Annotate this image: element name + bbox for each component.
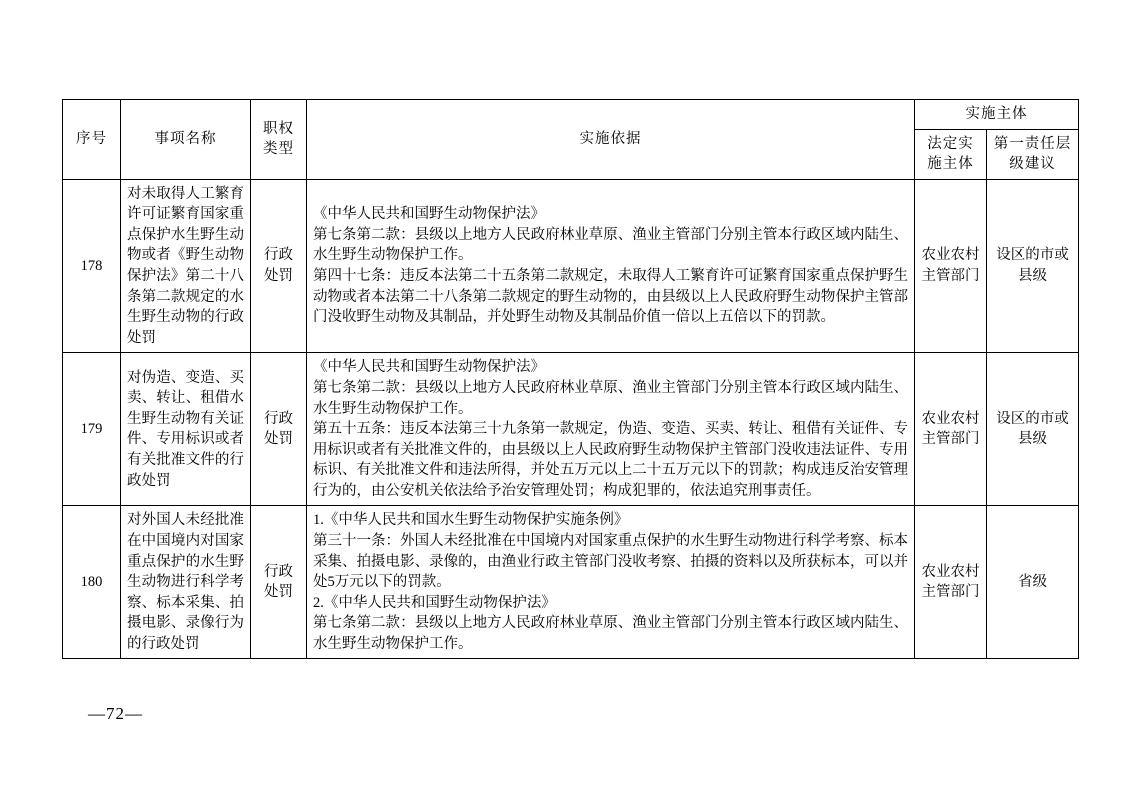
row-item-name: 对伪造、变造、买卖、转让、租借水生野生动物有关证件、专用标识或者有关批准文件的行政处罚 [121, 353, 251, 506]
row-level-advice: 设区的市或县级 [987, 179, 1079, 353]
row-authority-type: 行政处罚 [251, 353, 307, 506]
table-container [62, 99, 1072, 659]
table-header-row-1 [63, 100, 1079, 130]
row-seq: 180 [63, 506, 121, 659]
basis-line: 第七条第二款：县级以上地方人民政府林业草原、渔业主管部门分别主管本行政区域内陆生、水生野生动物保护工作。 [313, 615, 908, 652]
basis-line: 2.《中华人民共和国野生动物保护法》 [313, 594, 556, 611]
table-row [63, 353, 1079, 506]
basis-line: 第四十七条：违反本法第二十五条第二款规定，未取得人工繁育许可证繁育国家重点保护野生动物或者本法第二十八条第二款规定的野生动物的，由县级以上人民政府野生动物保护主管部门没收野生动物及其制品，并处野生动物及其制品价值一倍以上五倍以下的罚款。 [313, 268, 908, 326]
row-level-advice: 省级 [987, 506, 1079, 659]
row-legal-basis [307, 353, 915, 506]
row-legal-subject: 农业农村主管部门 [915, 506, 987, 659]
row-item-name: 对未取得人工繁育许可证繁育国家重点保护水生野生动物或者《野生动物保护法》第二十八条第二款规定的水生野生动物的行政处罚 [121, 179, 251, 353]
basis-line: 《中华人民共和国野生动物保护法》 [313, 206, 545, 223]
header-level-advice: 第一责任层级建议 [987, 129, 1079, 179]
row-item-name: 对外国人未经批准在中国境内对国家重点保护的水生野生动物进行科学考察、标本采集、拍摄电影、录像行为的行政处罚 [121, 506, 251, 659]
table-row [63, 506, 1079, 659]
table-header [63, 100, 1079, 180]
page-number: —72— [88, 704, 143, 723]
header-seq: 序号 [63, 100, 121, 180]
header-legal-subject: 法定实施主体 [915, 129, 987, 179]
header-type-label: 职权类型 [263, 120, 294, 158]
row-seq: 179 [63, 353, 121, 506]
header-basis: 实施依据 [307, 100, 915, 180]
row-level-advice: 设区的市或县级 [987, 353, 1079, 506]
row-legal-basis [307, 179, 915, 353]
row-legal-subject: 农业农村主管部门 [915, 179, 987, 353]
table-row [63, 179, 1079, 353]
header-type [251, 100, 307, 180]
row-authority-type: 行政处罚 [251, 179, 307, 353]
row-legal-basis [307, 506, 915, 659]
basis-line: 1.《中华人民共和国水生野生动物保护实施条例》 [313, 512, 629, 529]
basis-line: 第七条第二款：县级以上地方人民政府林业草原、渔业主管部门分别主管本行政区域内陆生、水生野生动物保护工作。 [313, 379, 908, 417]
basis-line: 《中华人民共和国野生动物保护法》 [313, 359, 545, 376]
row-legal-subject: 农业农村主管部门 [915, 353, 987, 506]
basis-line: 第七条第二款：县级以上地方人民政府林业草原、渔业主管部门分别主管本行政区域内陆生、水生野生动物保护工作。 [313, 226, 908, 264]
table-body [63, 179, 1079, 659]
row-authority-type: 行政处罚 [251, 506, 307, 659]
row-seq: 178 [63, 179, 121, 353]
basis-line: 第五十五条：违反本法第三十九条第一款规定，伪造、变造、买卖、转让、租借有关证件、专用标识或者有关批准文件的，由县级以上人民政府野生动物保护主管部门没收违法证件、专用标识、有关批准文件和违法所得，并处五万元以上二十五万元以下的罚款；构成违反治安管理行为的，由公安机关依法给予治安管理处罚；构成犯罪的，依法追究刑事责任。 [313, 421, 908, 499]
header-name: 事项名称 [121, 100, 251, 180]
header-subject-group: 实施主体 [915, 100, 1079, 130]
basis-line: 第三十一条：外国人未经批准在中国境内对国家重点保护的水生野生动物进行科学考察、标本采集、拍摄电影、录像的，由渔业行政主管部门没收考察、拍摄的资料以及所获标本，可以并处5万元以下的罚款。 [313, 532, 908, 591]
authority-items-table [62, 99, 1079, 659]
